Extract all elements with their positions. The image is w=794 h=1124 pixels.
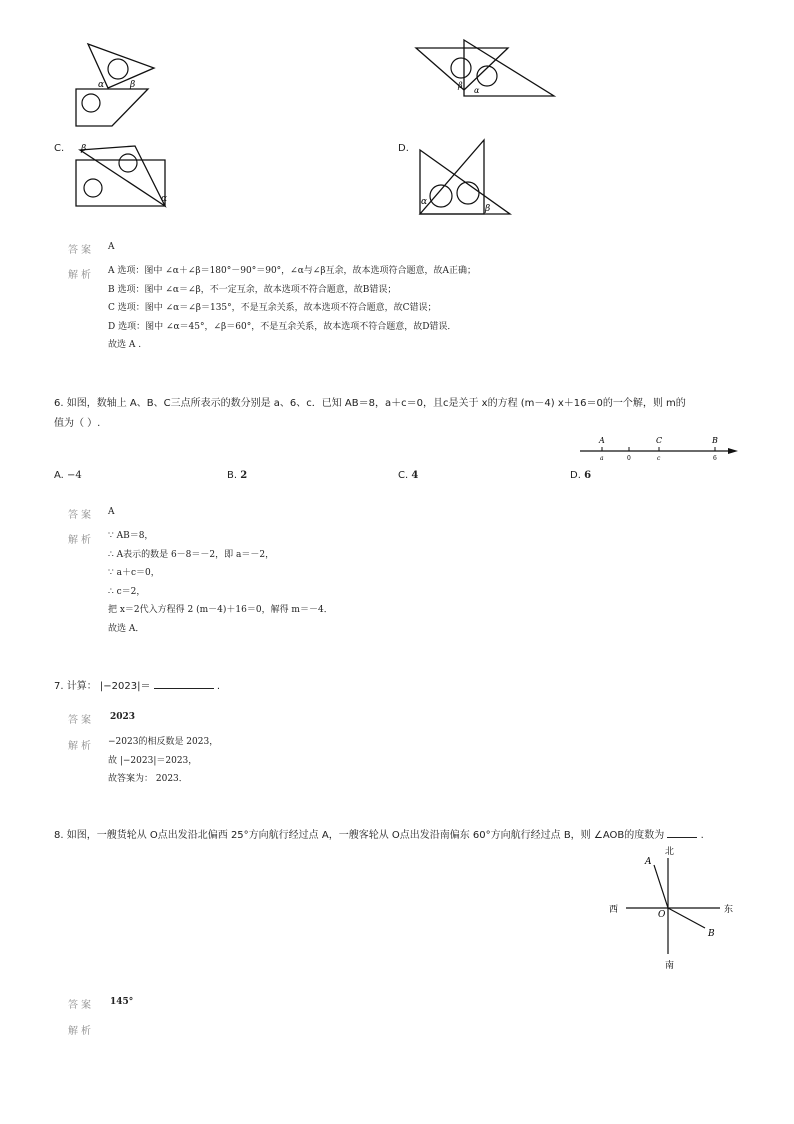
- q6-option-c[interactable]: C. 4: [398, 470, 419, 481]
- q6-analysis-label: 解析: [68, 535, 94, 546]
- q7-answer-label: 答案: [68, 715, 94, 726]
- q6-option-b[interactable]: B. 2: [227, 470, 248, 481]
- q5-analysis-line: C 选项：图中 ∠α＝∠β＝135°，不是互余关系，故本选项不符合题意，故C错误；: [108, 303, 437, 313]
- q5-analysis-line: A 选项：图中 ∠α＋∠β＝180°－90°＝90°，∠α与∠β互余，故本选项符合题意，故A正确；: [108, 266, 477, 276]
- q5-figure-d: [414, 136, 518, 218]
- q6-option-d[interactable]: D. 6: [570, 470, 592, 481]
- q5-answer-label: 答案: [68, 245, 94, 256]
- svg-text:东: 东: [724, 905, 734, 915]
- q8-question: 8. 如图，一艘货轮从 O点出发沿北偏西 25°方向航行经过点 A，一艘客轮从 O点出发沿南偏东 60°方向航行经过点 B，则 ∠AOB的度数为 .: [54, 830, 704, 841]
- q7-answer-blank[interactable]: [154, 679, 214, 689]
- svg-text:α: α: [161, 194, 168, 204]
- q7-question: 7. 计算： |−2023|＝ .: [54, 681, 221, 692]
- q6-analysis-line: 故选 A．: [108, 623, 145, 634]
- q5-analysis-line: 故选 A .: [108, 340, 142, 350]
- q7-analysis-label: 解析: [68, 741, 94, 752]
- q8-answer-blank[interactable]: [667, 828, 697, 838]
- q5-figure-b: [410, 36, 560, 102]
- svg-text:β: β: [458, 81, 463, 90]
- svg-text:0: 0: [627, 455, 631, 462]
- svg-text:α: α: [474, 86, 480, 95]
- svg-text:A: A: [645, 857, 652, 867]
- svg-text:β: β: [130, 80, 136, 90]
- q5-option-d-label: D.: [398, 143, 409, 154]
- svg-text:β: β: [485, 204, 491, 214]
- q8-answer-label: 答案: [68, 1000, 94, 1011]
- svg-text:A: A: [599, 436, 605, 445]
- q5-figure-c: [70, 138, 180, 214]
- q8-analysis-label: 解析: [68, 1026, 94, 1037]
- q5-analysis-line: D 选项：图中 ∠α＝45°，∠β＝60°，不是互余关系，故本选项不符合题意，故D错误．: [108, 321, 457, 332]
- q6-number-line: [578, 432, 744, 462]
- q7-analysis: [108, 733, 218, 789]
- svg-text:北: 北: [665, 847, 675, 857]
- q6-question-line2: 值为（ ）.: [54, 418, 101, 429]
- svg-text:α: α: [98, 80, 105, 90]
- q6-analysis-line: ∵ a＋c＝0，: [108, 568, 160, 578]
- q6-option-a[interactable]: A. −4: [54, 470, 82, 481]
- q7-analysis-line: −2023的相反数是 2023，: [108, 737, 219, 747]
- q6-analysis-line: 把 x＝2代入方程得 2 (m－4)＋16＝0，解得 m＝－4．: [108, 605, 333, 615]
- q5-analysis-label: 解析: [68, 270, 94, 281]
- svg-text:南: 南: [665, 961, 675, 971]
- q8-compass-figure: [604, 842, 744, 972]
- svg-text:西: 西: [609, 905, 619, 915]
- q6-analysis: [108, 527, 333, 638]
- q7-analysis-line: 故答案为： 2023．: [108, 774, 188, 784]
- svg-text:C: C: [656, 436, 663, 445]
- q5-analysis-line: B 选项：图中 ∠α＝∠β，不一定互余，故本选项不符合题意，故B错误；: [108, 284, 397, 295]
- q7-answer: 2023: [110, 712, 136, 722]
- q6-answer: A: [108, 507, 115, 517]
- svg-text:O: O: [658, 910, 666, 920]
- svg-text:α: α: [421, 197, 428, 207]
- q6-analysis-line: ∴ c＝2，: [108, 586, 146, 597]
- q8-answer: 145°: [110, 997, 134, 1007]
- svg-text:β: β: [81, 144, 87, 154]
- q6-analysis-line: ∴ A表示的数是 6－8＝－2，即 a＝－2，: [108, 549, 275, 560]
- q6-analysis-line: ∵ AB＝8，: [108, 531, 154, 541]
- svg-text:a: a: [600, 455, 604, 462]
- svg-text:B: B: [708, 929, 715, 939]
- q6-answer-label: 答案: [68, 510, 94, 521]
- q6-question-line1: 6. 如图，数轴上 A、B、C三点所表示的数分别是 a、6、c．已知 AB＝8，a＋c＝0，且c是关于 x的方程 (m－4) x＋16＝0的一个解，则 m的: [54, 398, 686, 409]
- svg-text:B: B: [712, 436, 718, 445]
- svg-text:6: 6: [713, 455, 717, 462]
- svg-text:c: c: [657, 455, 661, 462]
- q5-answer: A: [108, 242, 115, 252]
- q7-analysis-line: 故 |−2023|＝2023，: [108, 755, 198, 766]
- q5-figure-a: [70, 38, 170, 128]
- q5-analysis: [108, 262, 476, 355]
- q5-option-c-label: C.: [54, 143, 65, 154]
